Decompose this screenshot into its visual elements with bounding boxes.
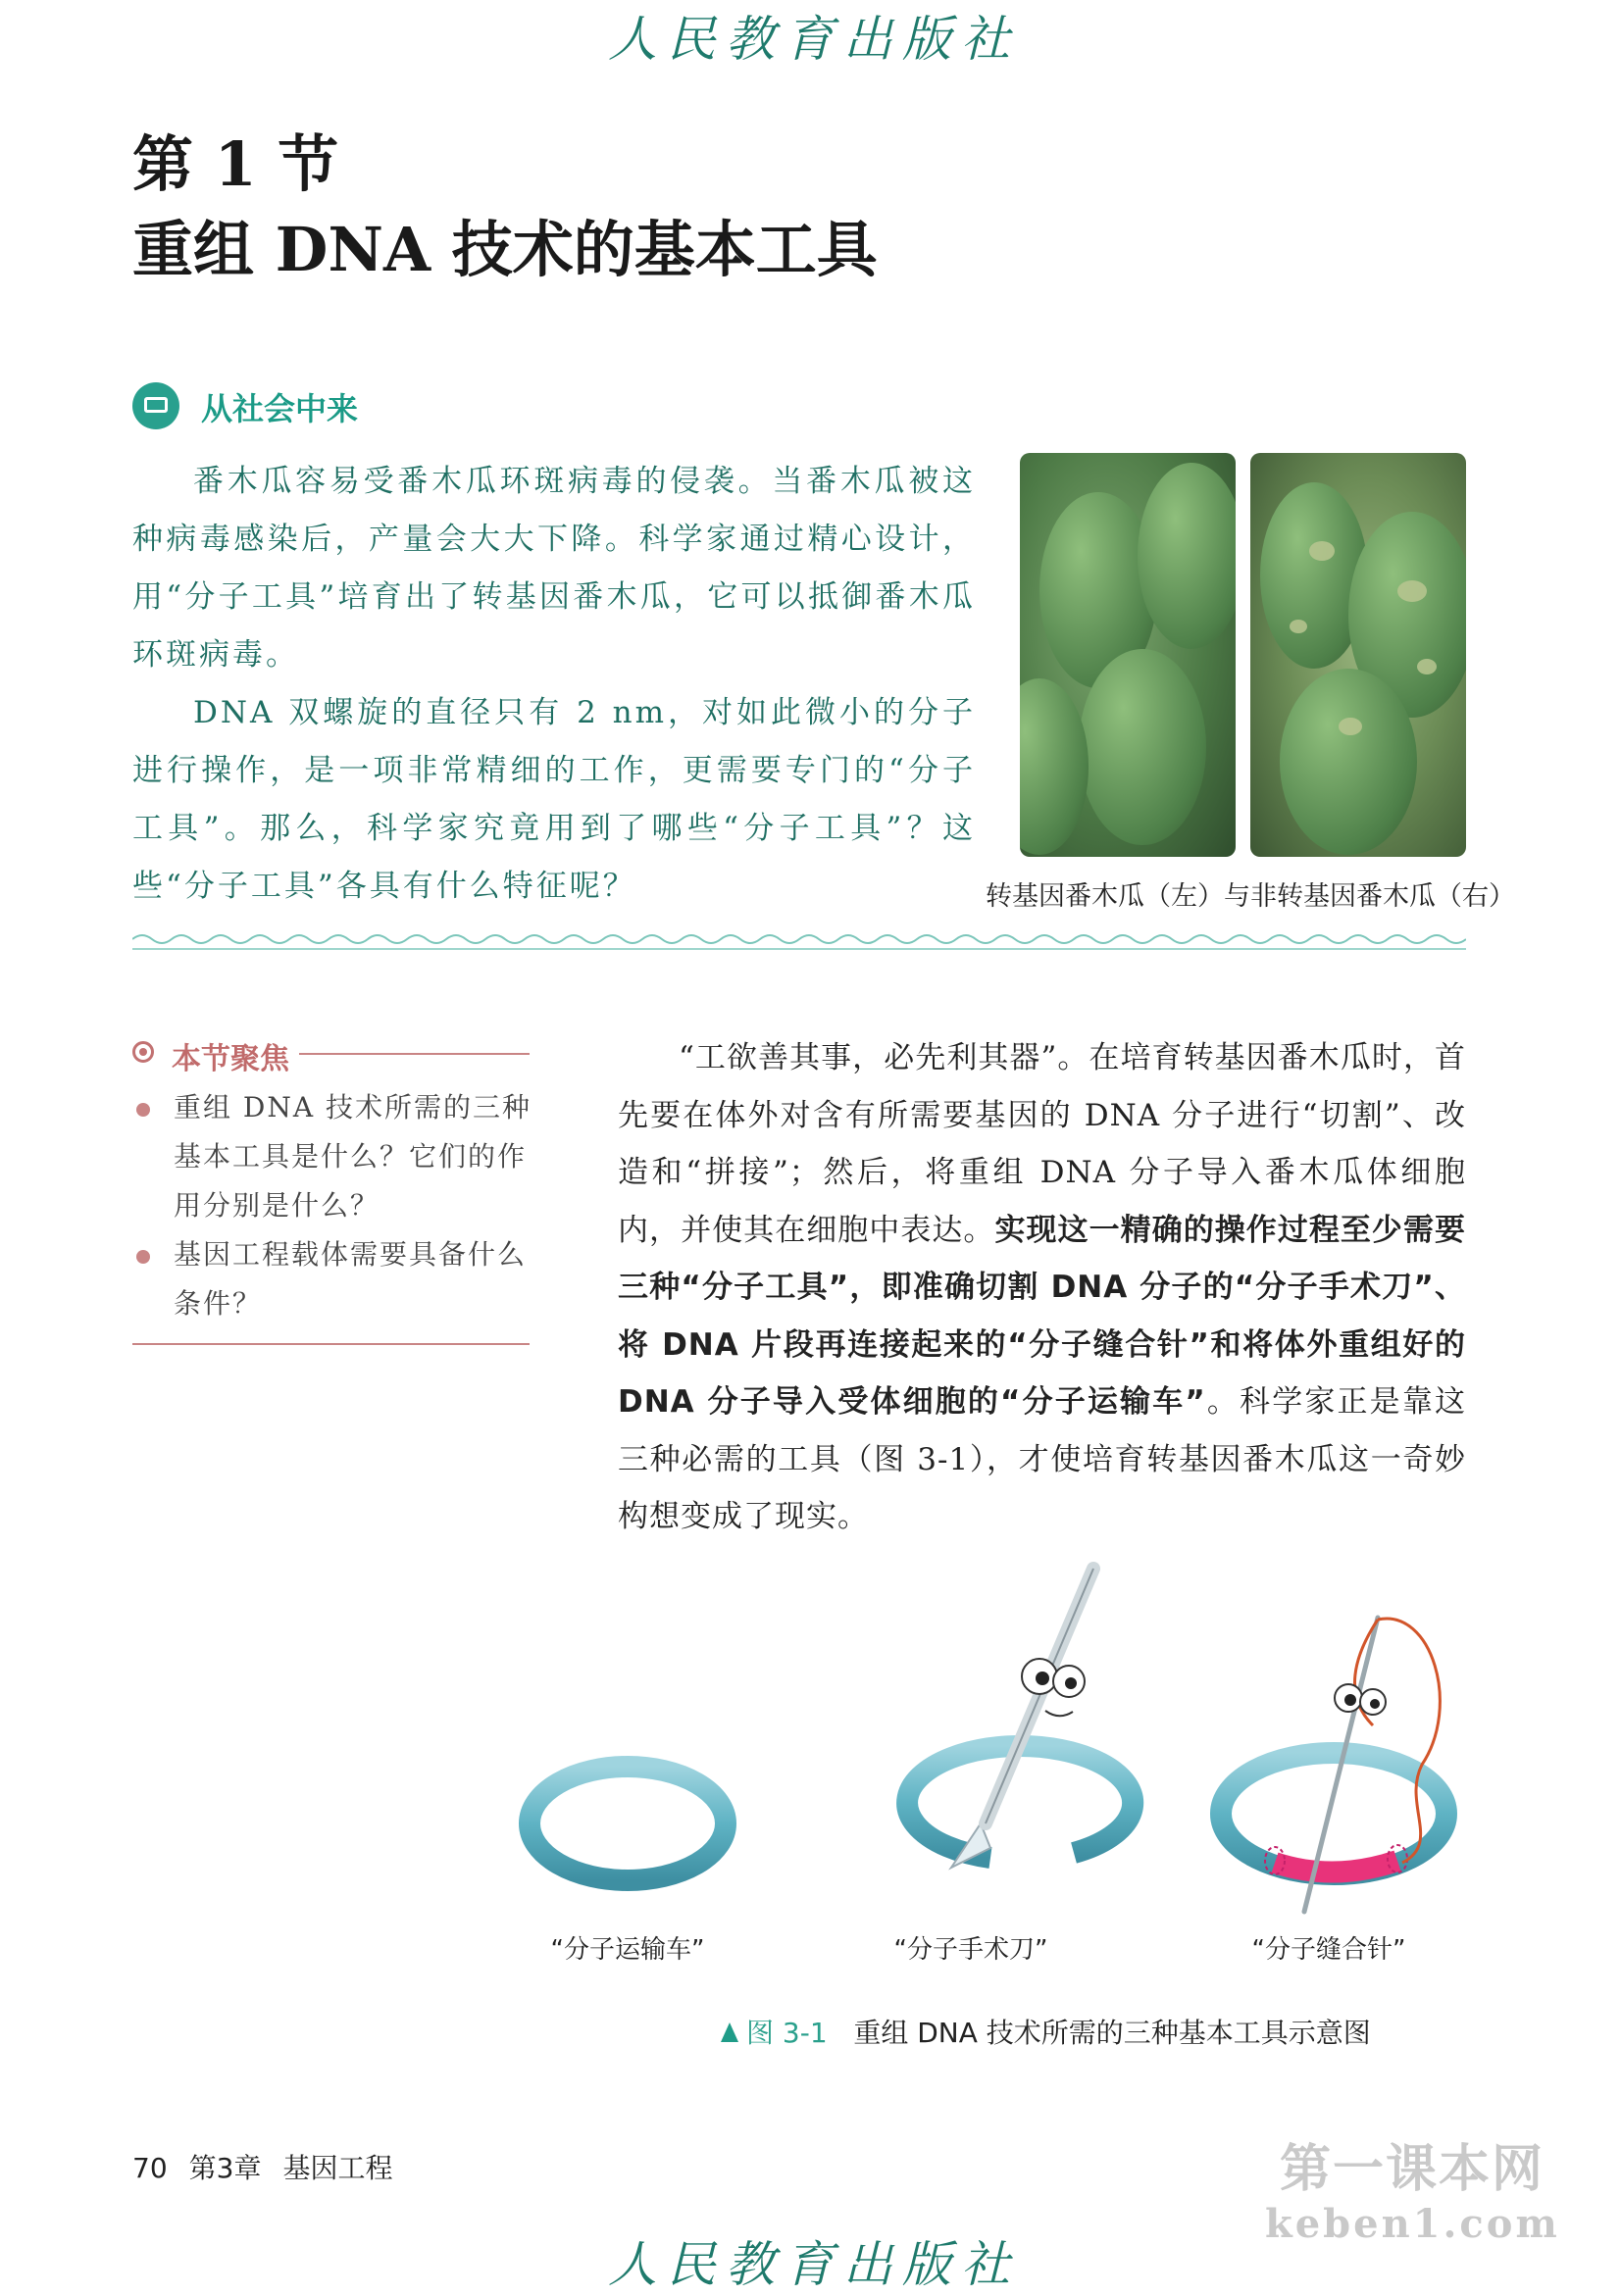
section-number: 第 1 节 xyxy=(132,128,339,200)
figure-caption xyxy=(721,2012,1371,2051)
intro-paragraph: 番木瓜容易受番木瓜环斑病毒的侵袭。当番木瓜被这种病毒感染后，产量会大大下降。科学家通过精心设计，用“分子工具”培育出了转基因番木瓜，它可以抵御番木瓜环斑病毒。 xyxy=(132,464,976,673)
page-footer xyxy=(132,2147,414,2186)
figure-label-transport: “分子运输车” xyxy=(550,1935,705,1965)
focus-heading: 本节聚焦 xyxy=(172,1042,289,1076)
chapter-title: 基因工程 xyxy=(282,2152,393,2184)
focus-list xyxy=(132,1083,534,1328)
scalpel-ring-icon xyxy=(907,1569,1133,1868)
watermark-line1: 第一课本网 xyxy=(1279,2140,1545,2199)
intro-paragraph: DNA 双螺旋的直径只有 2 nm，对如此微小的分子进行操作，是一项非常精细的工作，更需要专门的“分子工具”。那么，科学家究竟用到了哪些“分子工具”？这些“分子工具”各具有什么特征呢？ xyxy=(132,695,976,904)
focus-icon xyxy=(132,1041,154,1063)
plasmid-ring-icon xyxy=(530,1767,726,1880)
publisher-logo-bottom: 人民教育出版社 xyxy=(608,2236,1020,2293)
chapter-number: 第3章 xyxy=(188,2152,262,2184)
main-paragraph xyxy=(618,1029,1466,1546)
figure-label-needle: “分子缝合针” xyxy=(1251,1935,1406,1965)
page-number: 70 xyxy=(132,2152,168,2184)
triangle-icon xyxy=(721,2022,738,2042)
focus-divider-top xyxy=(299,1053,530,1055)
wave-divider xyxy=(132,931,1466,955)
watermark-line2: keben1.com xyxy=(1265,2201,1560,2247)
watermark xyxy=(1265,2127,1559,2247)
main-text-bold: 实现这一精确的操作过程至少需要三种“分子工具”，即准确切割 DNA 分子的“分子手术刀”、将 DNA 片段再连接起来的“分子缝合针”和将体外重组好的 DNA 分子导入受体细胞的“分子运输车” xyxy=(618,1212,1467,1420)
transgenic-papaya-photo xyxy=(1020,453,1236,857)
focus-item: 重组 DNA 技术所需的三种基本工具是什么？它们的作用分别是什么？ xyxy=(132,1083,534,1230)
needle-ring-icon xyxy=(1221,1618,1446,1912)
figure-caption-text: 重组 DNA 技术所需的三种基本工具示意图 xyxy=(853,2017,1371,2049)
non-transgenic-papaya-photo xyxy=(1250,453,1466,857)
publisher-logo-top: 人民教育出版社 xyxy=(608,11,1020,68)
photo-caption: 转基因番木瓜（左）与非转基因番木瓜（右） xyxy=(986,881,1515,912)
main-text-part2: 。科学家正是靠这三种必需的工具（图 3-1），才使培育转基因番木瓜这一奇妙构想变成了现实。 xyxy=(618,1384,1466,1534)
figure-number: 图 3-1 xyxy=(746,2017,828,2049)
main-text-part1: “工欲善其事，必先利其器”。在培育转基因番木瓜时，首先要在体外对含有所需要基因的 DNA 分子进行“切割”、改造和“拼接”；然后，将重组 DNA 分子导入番木瓜体细胞内，并使其在细胞中表达。 xyxy=(618,1040,1466,1248)
intro-heading: 从社会中来 xyxy=(201,390,359,427)
intro-text xyxy=(132,453,976,916)
figure-label-scalpel: “分子手术刀” xyxy=(893,1935,1048,1965)
focus-item: 基因工程载体需要具备什么条件？ xyxy=(132,1230,534,1328)
section-title: 重组 DNA 技术的基本工具 xyxy=(132,214,878,285)
figure-3-1 xyxy=(490,1529,1530,2000)
focus-divider-bottom xyxy=(132,1343,530,1345)
figure-illustration xyxy=(490,1529,1530,1941)
society-icon xyxy=(132,382,179,429)
